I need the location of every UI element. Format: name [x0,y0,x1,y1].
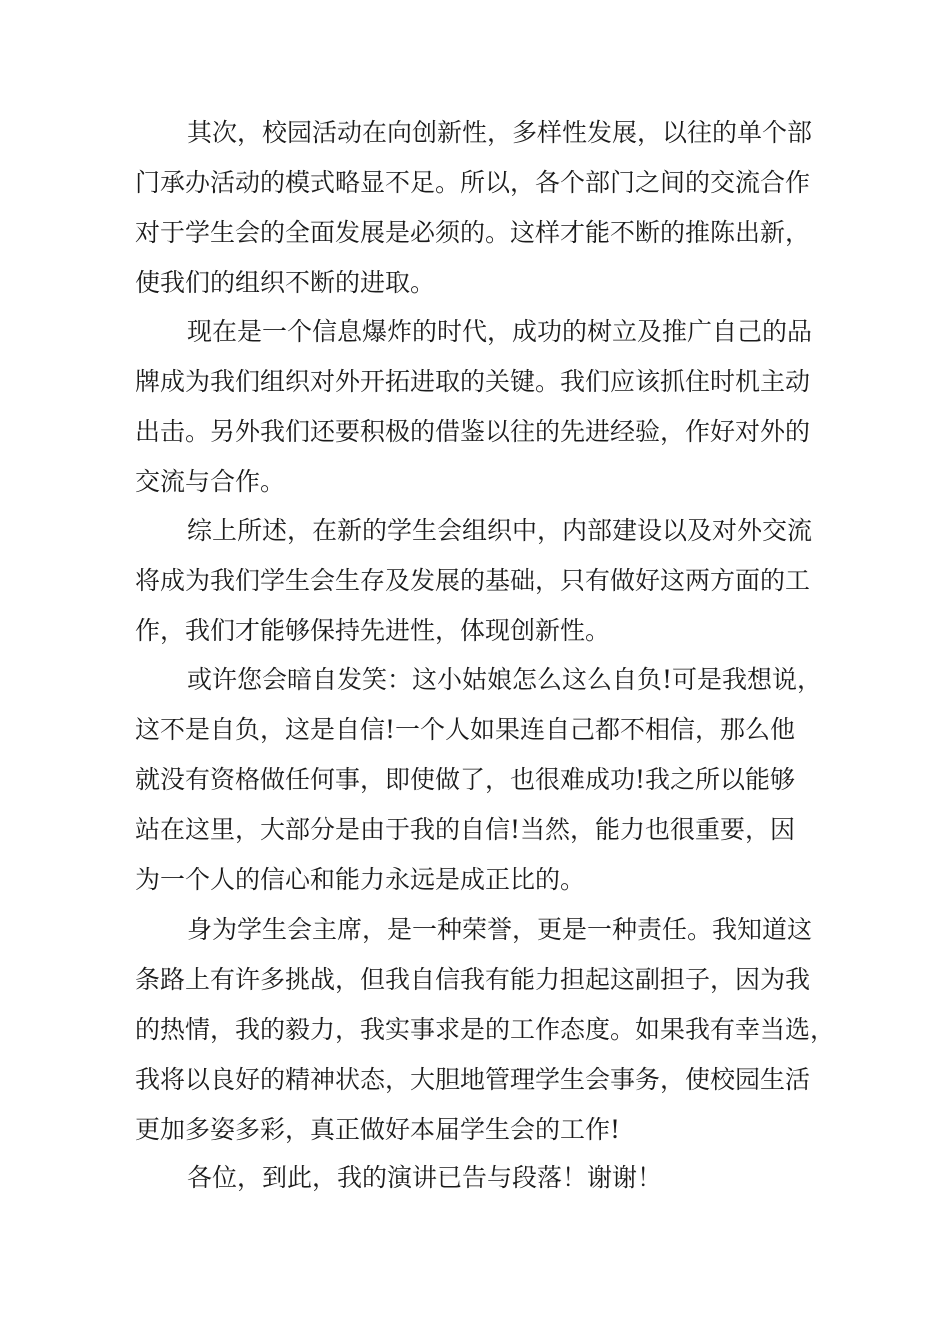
paragraph-line: 出击。另外我们还要积极的借鉴以往的先进经验，作好对外的 [135,417,811,446]
paragraph-line: 使我们的组织不断的进取。 [135,268,436,297]
paragraph-5 [135,905,835,1155]
paragraph-line: 门承办活动的模式略显不足。所以，各个部门之间的交流合作 [135,168,811,197]
paragraph-3 [135,506,835,656]
paragraph-line: 其次，校园活动在向创新性，多样性发展，以往的单个部 [187,118,813,147]
paragraph-line: 更加多姿多彩，真正做好本届学生会的工作! [135,1115,621,1144]
paragraph-line: 为一个人的信心和能力永远是成正比的。 [135,865,586,894]
paragraph-line: 或许您会暗自发笑：这小姑娘怎么这么自负!可是我想说， [187,665,823,694]
paragraph-line: 就没有资格做任何事，即使做了，也很难成功!我之所以能够 [135,765,796,794]
paragraph-line: 各位，到此，我的演讲已告与段落！谢谢！ [187,1163,663,1192]
paragraph-6 [135,1153,835,1203]
paragraph-line: 站在这里，大部分是由于我的自信!当然，能力也很重要，因 [135,815,796,844]
paragraph-line: 将成为我们学生会生存及发展的基础，只有做好这两方面的工 [135,566,811,595]
paragraph-line: 条路上有许多挑战，但我自信我有能力担起这副担子，因为我 [135,965,811,994]
paragraph-line: 现在是一个信息爆炸的时代，成功的树立及推广自己的品 [187,317,813,346]
paragraph-line: 交流与合作。 [135,467,286,496]
paragraph-line: 牌成为我们组织对外开拓进取的关键。我们应该抓住时机主动 [135,367,811,396]
paragraph-4 [135,655,835,905]
paragraph-line: 身为学生会主席，是一种荣誉，更是一种责任。我知道这 [187,915,813,944]
paragraph-line: 我将以良好的精神状态，大胆地管理学生会事务，使校园生活 [135,1065,811,1094]
paragraph-line: 的热情，我的毅力，我实事求是的工作态度。如果我有幸当选， [135,1015,836,1044]
paragraph-2 [135,307,835,507]
paragraph-line: 综上所述，在新的学生会组织中，内部建设以及对外交流 [187,516,813,545]
paragraph-line: 作，我们才能够保持先进性，体现创新性。 [135,616,611,645]
paragraph-line: 这不是自负，这是自信!一个人如果连自己都不相信，那么他 [135,715,796,744]
paragraph-1 [135,108,835,308]
paragraph-line: 对于学生会的全面发展是必须的。这样才能不断的推陈出新， [135,218,811,247]
